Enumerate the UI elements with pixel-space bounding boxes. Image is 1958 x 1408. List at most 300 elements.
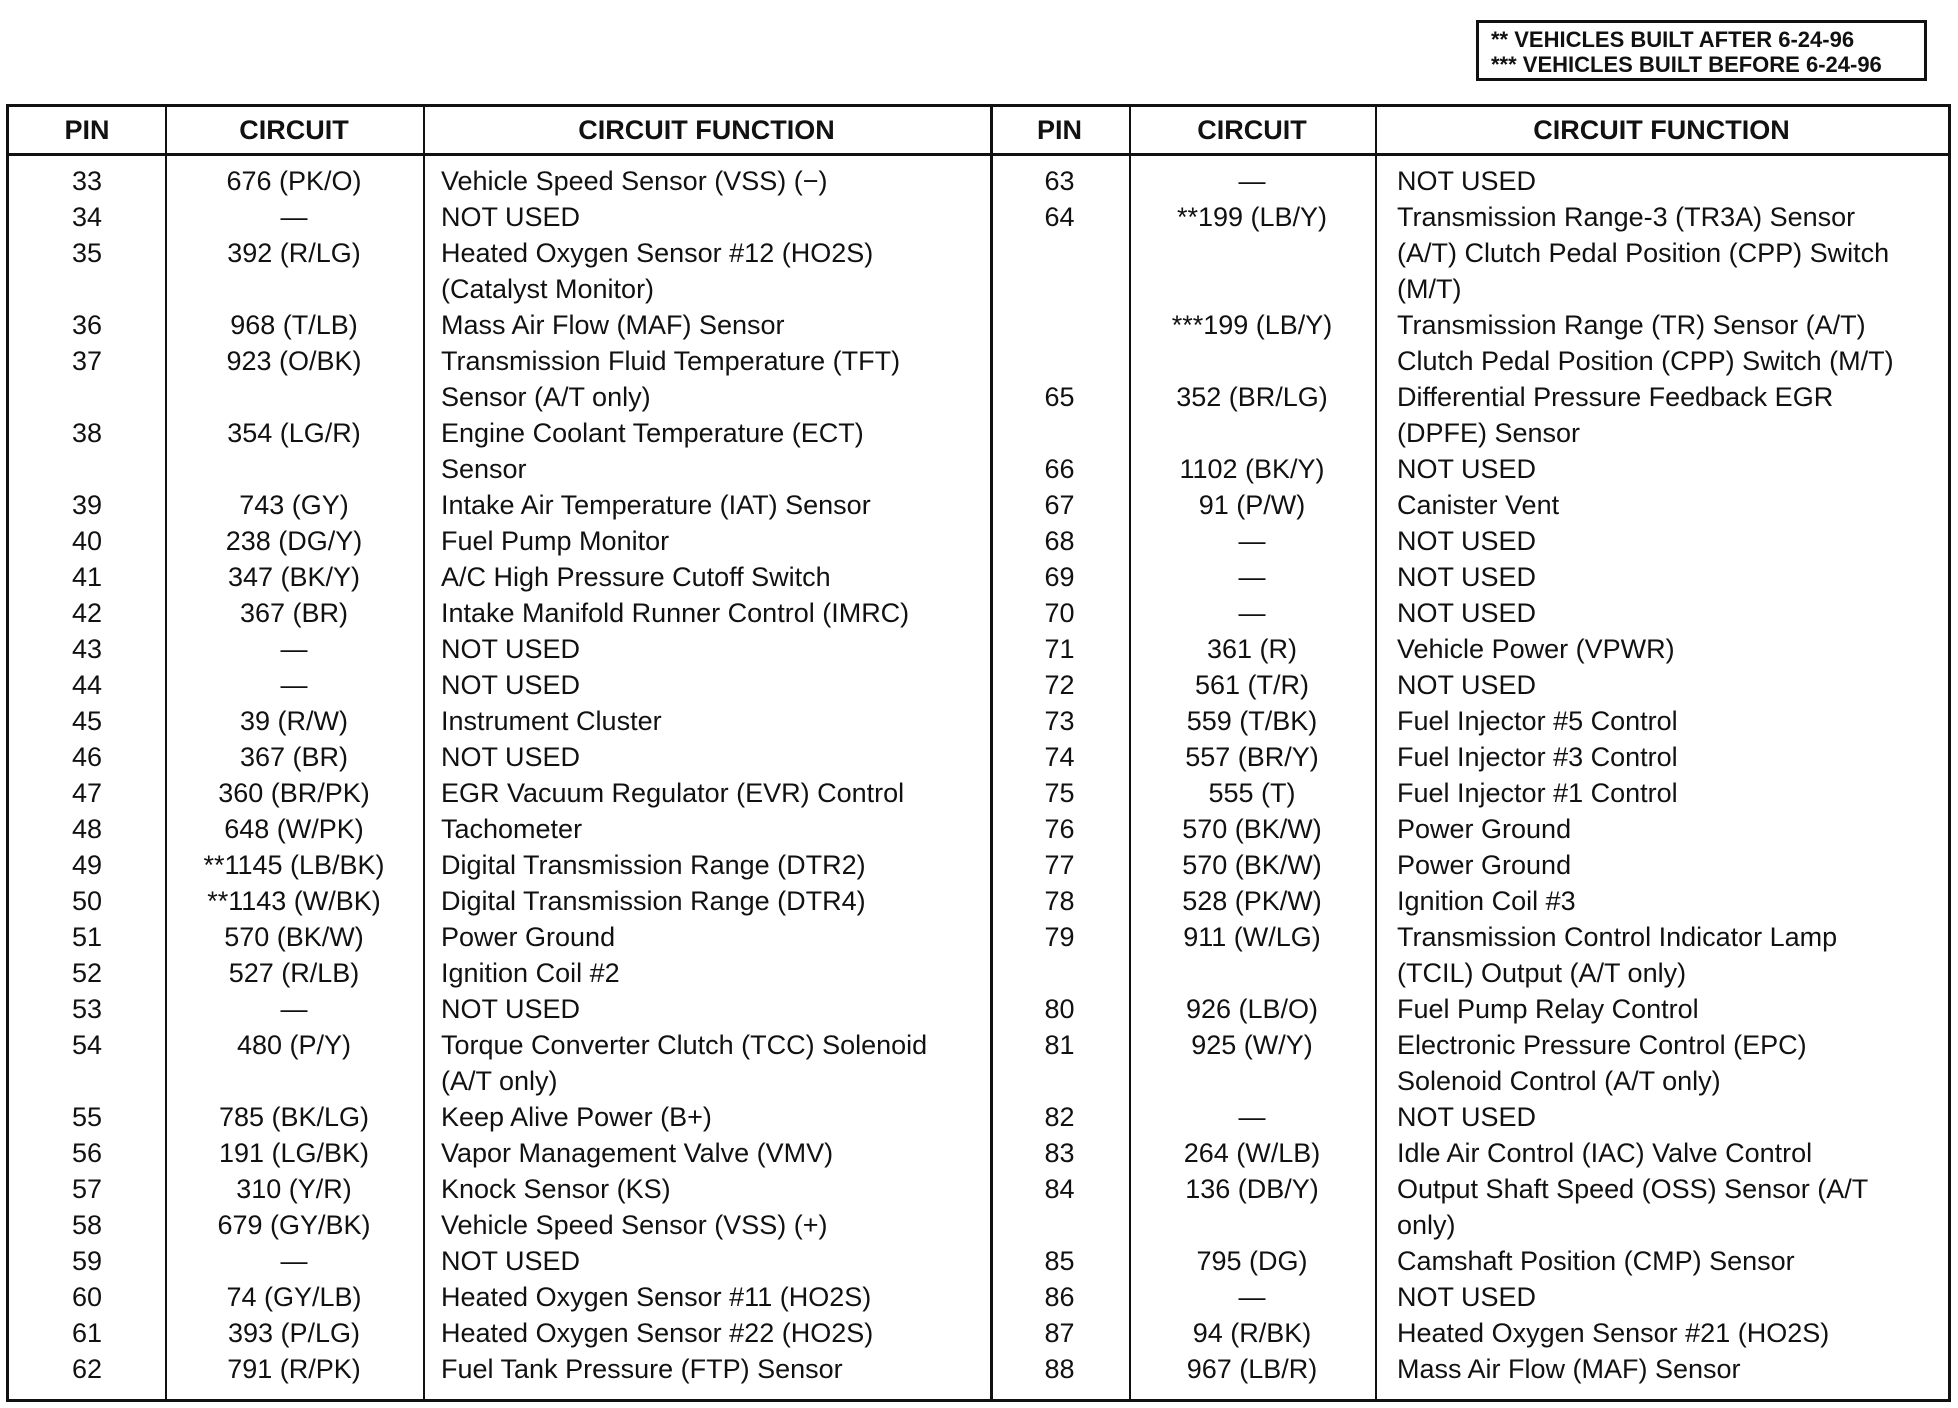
- circuit-function: [1375, 991, 1937, 1027]
- pin-number: 39: [71, 490, 103, 520]
- function-line: (DPFE) Sensor: [1397, 418, 1581, 448]
- function-line: Power Ground: [1397, 850, 1572, 880]
- table-row: [990, 163, 1937, 199]
- pin-number: 86: [1044, 1282, 1075, 1312]
- table-row: [990, 667, 1937, 703]
- table-row: [990, 1243, 1937, 1279]
- circuit-code: —: [280, 1246, 308, 1276]
- pin-number: 87: [1044, 1318, 1075, 1348]
- function-line: NOT USED: [441, 1246, 581, 1276]
- table-row: [9, 595, 981, 631]
- circuit-function: [423, 523, 981, 559]
- circuit-code: 967 (LB/R): [1186, 1354, 1318, 1384]
- pin-number: 72: [1044, 670, 1075, 700]
- function-line: Canister Vent: [1397, 490, 1560, 520]
- circuit-code: 743 (GY): [239, 490, 349, 520]
- function-line: EGR Vacuum Regulator (EVR) Control: [441, 778, 905, 808]
- circuit-code: 561 (T/R): [1194, 670, 1310, 700]
- circuit-code: 795 (DG): [1196, 1246, 1308, 1276]
- table-row: [9, 523, 981, 559]
- circuit-function: [423, 883, 981, 919]
- circuit-function: [423, 919, 981, 955]
- circuit-code: —: [1238, 1102, 1266, 1132]
- header-pin-right: PIN: [1036, 115, 1082, 145]
- function-line: Sensor (A/T only): [441, 382, 651, 412]
- function-line: Heated Oxygen Sensor #12 (HO2S): [441, 238, 874, 268]
- function-line: Instrument Cluster: [441, 706, 662, 736]
- pin-number: 54: [71, 1030, 103, 1060]
- circuit-code: 367 (BR): [239, 742, 349, 772]
- function-line: (TCIL) Output (A/T only): [1397, 958, 1687, 988]
- pin-number: 34: [71, 202, 103, 232]
- circuit-code: 528 (PK/W): [1182, 886, 1322, 916]
- circuit-code: 94 (R/BK): [1192, 1318, 1312, 1348]
- function-line: Output Shaft Speed (OSS) Sensor (A/T: [1397, 1174, 1869, 1204]
- table-row: [9, 1243, 981, 1279]
- circuit-function: [423, 1099, 981, 1135]
- pin-number: 56: [71, 1138, 103, 1168]
- pin-number: 44: [71, 670, 103, 700]
- table-header: [9, 107, 1948, 156]
- table-row: [990, 991, 1937, 1027]
- pin-number: 77: [1044, 850, 1075, 880]
- circuit-function: [1375, 667, 1937, 703]
- table-row: [9, 631, 981, 667]
- table-row: [9, 703, 981, 739]
- pin-number: 68: [1044, 526, 1075, 556]
- pin-number: 41: [71, 562, 103, 592]
- table-row: [9, 235, 981, 307]
- circuit-function: [1375, 1099, 1937, 1135]
- function-line: Digital Transmission Range (DTR4): [441, 886, 866, 916]
- function-line: Fuel Injector #1 Control: [1397, 778, 1678, 808]
- circuit-code: 925 (W/Y): [1191, 1030, 1313, 1060]
- function-line: Digital Transmission Range (DTR2): [441, 850, 866, 880]
- vehicle-build-legend: [1476, 20, 1927, 81]
- function-line: Torque Converter Clutch (TCC) Solenoid: [441, 1030, 928, 1060]
- circuit-function: [1375, 1279, 1937, 1315]
- circuit-code: 352 (BR/LG): [1176, 382, 1328, 412]
- function-line: (A/T only): [441, 1066, 558, 1096]
- circuit-function: [1375, 559, 1937, 595]
- function-line: Power Ground: [441, 922, 616, 952]
- pin-number: 78: [1044, 886, 1075, 916]
- table-row: [9, 1279, 981, 1315]
- table-row: [9, 559, 981, 595]
- circuit-function: [1375, 199, 1937, 307]
- header-circuit-left: CIRCUIT: [239, 115, 349, 145]
- function-line: Fuel Injector #3 Control: [1397, 742, 1678, 772]
- function-line: NOT USED: [441, 670, 581, 700]
- function-line: NOT USED: [1397, 526, 1537, 556]
- circuit-function: [423, 487, 981, 523]
- circuit-code: 367 (BR): [239, 598, 349, 628]
- table-row: [9, 343, 981, 415]
- pin-number: 74: [1044, 742, 1075, 772]
- circuit-function: [423, 343, 981, 415]
- circuit-function: [1375, 883, 1937, 919]
- function-line: Power Ground: [1397, 814, 1572, 844]
- table-row: [990, 739, 1937, 775]
- pin-number: 69: [1044, 562, 1075, 592]
- table-row: [9, 811, 981, 847]
- table-row: [9, 1207, 981, 1243]
- circuit-function: [423, 847, 981, 883]
- table-row: [990, 1099, 1937, 1135]
- table-row: [990, 487, 1937, 523]
- function-line: A/C High Pressure Cutoff Switch: [441, 562, 831, 592]
- function-line: Fuel Tank Pressure (FTP) Sensor: [441, 1354, 843, 1384]
- circuit-function: [1375, 811, 1937, 847]
- circuit-function: [1375, 163, 1937, 199]
- circuit-function: [1375, 1135, 1937, 1171]
- pin-number: 88: [1044, 1354, 1075, 1384]
- table-row: [990, 1171, 1937, 1243]
- function-line: Sensor: [441, 454, 527, 484]
- circuit-code: 393 (P/LG): [227, 1318, 361, 1348]
- table-row: [990, 1351, 1937, 1387]
- circuit-code: 559 (T/BK): [1186, 706, 1318, 736]
- circuit-code: 310 (Y/R): [236, 1174, 352, 1204]
- pin-number: 75: [1044, 778, 1075, 808]
- circuit-code: 238 (DG/Y): [225, 526, 363, 556]
- circuit-code: 570 (BK/W): [1182, 850, 1322, 880]
- circuit-function: [423, 1135, 981, 1171]
- circuit-code: 926 (LB/O): [1185, 994, 1319, 1024]
- function-line: Camshaft Position (CMP) Sensor: [1397, 1246, 1795, 1276]
- pin-number: 40: [71, 526, 103, 556]
- pin-number: 53: [71, 994, 103, 1024]
- table-row: [990, 811, 1937, 847]
- circuit-function: [1375, 739, 1937, 775]
- circuit-code: 361 (R): [1206, 634, 1298, 664]
- function-line: Fuel Pump Relay Control: [1397, 994, 1699, 1024]
- pin-number: 71: [1044, 634, 1075, 664]
- circuit-code: 74 (GY/LB): [226, 1282, 362, 1312]
- pin-number: 55: [71, 1102, 103, 1132]
- table-row: [990, 1315, 1937, 1351]
- circuit-code: —: [280, 994, 308, 1024]
- table-row: [990, 307, 1937, 379]
- function-line: Fuel Injector #5 Control: [1397, 706, 1678, 736]
- table-row: [9, 163, 981, 199]
- table-row: [9, 199, 981, 235]
- circuit-function: [423, 1207, 981, 1243]
- circuit-function: [423, 703, 981, 739]
- circuit-function: [423, 631, 981, 667]
- function-line: (M/T): [1397, 274, 1462, 304]
- circuit-code: 527 (R/LB): [228, 958, 360, 988]
- circuit-code: 480 (P/Y): [236, 1030, 352, 1060]
- circuit-function: [1375, 595, 1937, 631]
- circuit-function: [423, 595, 981, 631]
- function-line: Tachometer: [441, 814, 583, 844]
- function-line: NOT USED: [1397, 454, 1537, 484]
- function-line: Ignition Coil #3: [1397, 886, 1576, 916]
- circuit-function: [423, 667, 981, 703]
- circuit-code: 570 (BK/W): [1182, 814, 1322, 844]
- pin-number: 62: [71, 1354, 103, 1384]
- table-row: [9, 307, 981, 343]
- function-line: Clutch Pedal Position (CPP) Switch (M/T): [1397, 346, 1894, 376]
- table-row: [990, 451, 1937, 487]
- pin-number: 81: [1044, 1030, 1075, 1060]
- circuit-function: [423, 415, 981, 487]
- circuit-code: 264 (W/LB): [1183, 1138, 1321, 1168]
- left-column: [9, 163, 981, 1387]
- circuit-code: —: [1238, 562, 1266, 592]
- table-row: [990, 883, 1937, 919]
- circuit-function: [423, 739, 981, 775]
- function-line: Transmission Range-3 (TR3A) Sensor: [1397, 202, 1856, 232]
- circuit-function: [1375, 307, 1937, 379]
- legend-before: *** VEHICLES BUILT BEFORE 6-24-96: [1491, 52, 1882, 77]
- table-row: [990, 559, 1937, 595]
- circuit-function: [423, 811, 981, 847]
- table-row: [990, 919, 1937, 991]
- pin-number: 48: [71, 814, 103, 844]
- circuit-code: 191 (LG/BK): [218, 1138, 370, 1168]
- table-row: [9, 919, 981, 955]
- circuit-code: 785 (BK/LG): [218, 1102, 370, 1132]
- circuit-function: [1375, 451, 1937, 487]
- circuit-function: [423, 199, 981, 235]
- circuit-function: [423, 955, 981, 991]
- circuit-code: 392 (R/LG): [227, 238, 361, 268]
- circuit-code: 347 (BK/Y): [227, 562, 361, 592]
- table-row: [9, 487, 981, 523]
- circuit-code: 791 (R/PK): [227, 1354, 361, 1384]
- circuit-code: 648 (W/PK): [224, 814, 364, 844]
- table-row: [9, 667, 981, 703]
- pin-number: 50: [71, 886, 103, 916]
- table-row: [990, 523, 1937, 559]
- pin-number: 49: [71, 850, 103, 880]
- function-line: Vehicle Power (VPWR): [1397, 634, 1675, 664]
- function-line: Vehicle Speed Sensor (VSS) (−): [441, 166, 828, 196]
- table-row: [9, 1351, 981, 1387]
- function-line: Vehicle Speed Sensor (VSS) (+): [441, 1210, 828, 1240]
- circuit-function: [1375, 703, 1937, 739]
- circuit-function: [423, 1279, 981, 1315]
- circuit-code: 570 (BK/W): [224, 922, 364, 952]
- function-line: Fuel Pump Monitor: [441, 526, 670, 556]
- circuit-code: **1143 (W/BK): [207, 886, 381, 916]
- circuit-code: 360 (BR/PK): [218, 778, 370, 808]
- table-row: [9, 1135, 981, 1171]
- function-line: Knock Sensor (KS): [441, 1174, 671, 1204]
- function-line: Keep Alive Power (B+): [441, 1102, 712, 1132]
- circuit-function: [423, 991, 981, 1027]
- circuit-code: 1102 (BK/Y): [1179, 454, 1325, 484]
- pin-number: 80: [1044, 994, 1075, 1024]
- pin-number: 57: [71, 1174, 103, 1204]
- circuit-code: —: [280, 202, 308, 232]
- pin-number: 66: [1044, 454, 1075, 484]
- table-row: [990, 703, 1937, 739]
- circuit-code: 354 (LG/R): [227, 418, 361, 448]
- table-row: [9, 955, 981, 991]
- function-line: Idle Air Control (IAC) Valve Control: [1397, 1138, 1813, 1168]
- function-line: Intake Air Temperature (IAT) Sensor: [441, 490, 871, 520]
- pin-number: 59: [71, 1246, 103, 1276]
- function-line: Mass Air Flow (MAF) Sensor: [441, 310, 785, 340]
- circuit-code: 557 (BR/Y): [1185, 742, 1319, 772]
- pin-number: 70: [1044, 598, 1075, 628]
- function-line: NOT USED: [441, 634, 581, 664]
- circuit-function: [1375, 1315, 1937, 1351]
- pin-number: 33: [71, 166, 103, 196]
- table-row: [9, 1027, 981, 1099]
- table-row: [990, 631, 1937, 667]
- circuit-code: 911 (W/LG): [1183, 922, 1321, 952]
- circuit-code: **1145 (LB/BK): [203, 850, 385, 880]
- circuit-function: [1375, 379, 1937, 451]
- header-function-right: CIRCUIT FUNCTION: [1533, 115, 1790, 145]
- function-line: NOT USED: [1397, 670, 1537, 700]
- circuit-code: ***199 (LB/Y): [1171, 310, 1333, 340]
- header-pin-left: PIN: [64, 115, 110, 145]
- function-line: Heated Oxygen Sensor #21 (HO2S): [1397, 1318, 1830, 1348]
- pin-number: 52: [71, 958, 103, 988]
- function-line: NOT USED: [1397, 562, 1537, 592]
- table-row: [990, 1279, 1937, 1315]
- pin-number: 83: [1044, 1138, 1075, 1168]
- circuit-code: 968 (T/LB): [230, 310, 358, 340]
- header-function-left: CIRCUIT FUNCTION: [578, 115, 835, 145]
- pin-number: 47: [71, 778, 103, 808]
- function-line: Mass Air Flow (MAF) Sensor: [1397, 1354, 1741, 1384]
- circuit-code: 136 (DB/Y): [1185, 1174, 1319, 1204]
- table-row: [990, 595, 1937, 631]
- table-row: [990, 775, 1937, 811]
- function-line: Transmission Fluid Temperature (TFT): [441, 346, 901, 376]
- circuit-code: 679 (GY/BK): [217, 1210, 371, 1240]
- pin-number: 46: [71, 742, 103, 772]
- table-row: [9, 847, 981, 883]
- circuit-function: [423, 163, 981, 199]
- circuit-function: [423, 1171, 981, 1207]
- circuit-function: [423, 235, 981, 307]
- circuit-function: [423, 1351, 981, 1387]
- circuit-code: 91 (P/W): [1198, 490, 1306, 520]
- function-line: Differential Pressure Feedback EGR: [1397, 382, 1834, 412]
- function-line: Engine Coolant Temperature (ECT): [441, 418, 864, 448]
- circuit-function: [423, 1315, 981, 1351]
- circuit-code: —: [1238, 1282, 1266, 1312]
- function-line: Transmission Control Indicator Lamp: [1397, 922, 1838, 952]
- function-line: Electronic Pressure Control (EPC): [1397, 1030, 1807, 1060]
- table-row: [990, 1135, 1937, 1171]
- table-row: [9, 1171, 981, 1207]
- pin-number: 64: [1044, 202, 1075, 232]
- function-line: only): [1397, 1210, 1456, 1240]
- table-row: [9, 415, 981, 487]
- circuit-code: —: [1238, 166, 1266, 196]
- circuit-function: [1375, 523, 1937, 559]
- table-row: [9, 883, 981, 919]
- right-column: [990, 163, 1937, 1387]
- table-row: [9, 1099, 981, 1135]
- pin-number: 76: [1044, 814, 1075, 844]
- function-line: Heated Oxygen Sensor #11 (HO2S): [441, 1282, 872, 1312]
- function-line: NOT USED: [441, 202, 581, 232]
- circuit-code: 676 (PK/O): [226, 166, 362, 196]
- pin-number: 82: [1044, 1102, 1075, 1132]
- pin-number: 84: [1044, 1174, 1075, 1204]
- pin-number: 58: [71, 1210, 103, 1240]
- function-line: NOT USED: [1397, 1282, 1537, 1312]
- pin-number: 37: [71, 346, 103, 376]
- circuit-function: [1375, 631, 1937, 667]
- function-line: NOT USED: [1397, 166, 1537, 196]
- circuit-function: [423, 775, 981, 811]
- pin-number: 45: [71, 706, 103, 736]
- function-line: Transmission Range (TR) Sensor (A/T): [1397, 310, 1866, 340]
- circuit-function: [423, 559, 981, 595]
- table-row: [990, 199, 1937, 307]
- pin-number: 36: [71, 310, 103, 340]
- circuit-function: [1375, 1171, 1937, 1243]
- circuit-function: [1375, 847, 1937, 883]
- table-row: [9, 991, 981, 1027]
- circuit-code: 39 (R/W): [240, 706, 348, 736]
- circuit-code: 923 (O/BK): [226, 346, 362, 376]
- pin-number: 85: [1044, 1246, 1075, 1276]
- circuit-function: [1375, 919, 1937, 991]
- pin-number: 79: [1044, 922, 1075, 952]
- table-row: [9, 775, 981, 811]
- pin-number: 35: [71, 238, 103, 268]
- table-row: [990, 379, 1937, 451]
- circuit-function: [1375, 487, 1937, 523]
- pin-number: 61: [71, 1318, 103, 1348]
- pin-number: 67: [1044, 490, 1075, 520]
- pin-number: [990, 307, 1129, 379]
- function-line: Intake Manifold Runner Control (IMRC): [441, 598, 910, 628]
- circuit-code: **199 (LB/Y): [1176, 202, 1328, 232]
- table-row: [9, 1315, 981, 1351]
- function-line: Heated Oxygen Sensor #22 (HO2S): [441, 1318, 874, 1348]
- function-line: NOT USED: [1397, 598, 1537, 628]
- function-line: Vapor Management Valve (VMV): [441, 1138, 834, 1168]
- pin-number: 60: [71, 1282, 103, 1312]
- pin-number: 42: [71, 598, 103, 628]
- function-line: NOT USED: [441, 994, 581, 1024]
- circuit-code: —: [1238, 526, 1266, 556]
- pin-table: [6, 104, 1951, 1402]
- circuit-function: [1375, 1243, 1937, 1279]
- pin-number: 63: [1044, 166, 1075, 196]
- circuit-code: 555 (T): [1208, 778, 1296, 808]
- function-line: NOT USED: [441, 742, 581, 772]
- function-line: Ignition Coil #2: [441, 958, 620, 988]
- function-line: NOT USED: [1397, 1102, 1537, 1132]
- pin-number: 51: [71, 922, 103, 952]
- pin-number: 43: [71, 634, 103, 664]
- circuit-function: [1375, 775, 1937, 811]
- pin-number: 65: [1044, 382, 1075, 412]
- function-line: (Catalyst Monitor): [441, 274, 655, 304]
- circuit-code: —: [280, 634, 308, 664]
- function-line: (A/T) Clutch Pedal Position (CPP) Switch: [1397, 238, 1890, 268]
- legend-after: ** VEHICLES BUILT AFTER 6-24-96: [1491, 27, 1855, 52]
- circuit-function: [423, 1027, 981, 1099]
- circuit-code: —: [1238, 598, 1266, 628]
- circuit-function: [423, 307, 981, 343]
- function-line: Solenoid Control (A/T only): [1397, 1066, 1721, 1096]
- pin-number: 38: [71, 418, 103, 448]
